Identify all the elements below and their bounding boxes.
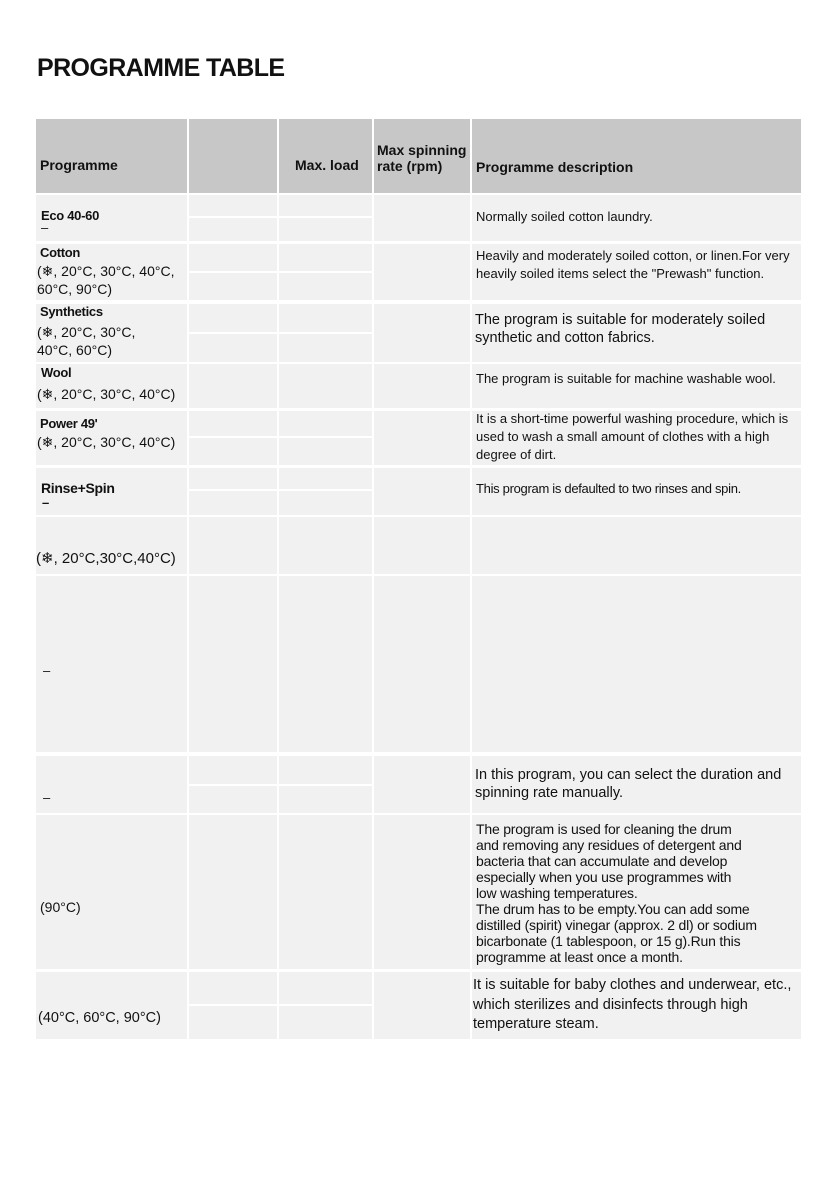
header-max-load bbox=[279, 119, 372, 193]
programme-table bbox=[36, 119, 801, 1039]
row-rinse-dash: – bbox=[42, 495, 50, 510]
row-10-spin bbox=[374, 972, 470, 1039]
row-6-temp: (❄, 20°C,30°C,40°C) bbox=[36, 550, 176, 567]
header-max-spin-label: Max spinning rate (rpm) bbox=[377, 142, 467, 174]
row-rinse-desc: This program is defaulted to two rinses and spin. bbox=[476, 481, 741, 496]
row-9-spin bbox=[374, 815, 470, 969]
row-eco-load-a bbox=[279, 195, 372, 216]
row-cotton-load-b bbox=[279, 273, 372, 300]
row-wool-desc: The program is suitable for machine washable wool. bbox=[476, 371, 776, 386]
row-7-dash: – bbox=[43, 663, 51, 678]
row-wool-name: Wool bbox=[41, 365, 72, 380]
row-7-load bbox=[279, 576, 372, 752]
row-rinse-load-b bbox=[279, 491, 372, 515]
row-10-col2-b bbox=[189, 1006, 277, 1039]
row-cotton-col2-b bbox=[189, 273, 277, 300]
row-cotton-col2-a bbox=[189, 244, 277, 271]
row-8-col2-b bbox=[189, 786, 277, 813]
row-rinse-spin bbox=[374, 468, 470, 515]
row-10-desc: It is suitable for baby clothes and underwear, etc., which sterilizes and disinfects through high temperature steam. bbox=[473, 977, 792, 1032]
row-wool-spin bbox=[374, 364, 470, 408]
row-rinse-col2-a bbox=[189, 468, 277, 489]
row-cotton-temp: (❄, 20°C, 30°C, 40°C, 60°C, 90°C) bbox=[37, 263, 175, 297]
row-8-load-a bbox=[279, 756, 372, 784]
row-cotton-load-a bbox=[279, 244, 372, 271]
row-rinse-name: Rinse+Spin bbox=[41, 480, 115, 496]
row-9-col2 bbox=[189, 815, 277, 969]
row-wool-temp: (❄, 20°C, 30°C, 40°C) bbox=[37, 386, 176, 402]
row-8-dash: – bbox=[43, 790, 51, 805]
row-synthetics-col2-b bbox=[189, 334, 277, 362]
row-eco-name: Eco 40-60 bbox=[41, 208, 100, 223]
row-8-col2-a bbox=[189, 756, 277, 784]
row-power-temp: (❄, 20°C, 30°C, 40°C) bbox=[37, 434, 176, 450]
row-synthetics-col2-a bbox=[189, 304, 277, 332]
row-synthetics-name: Synthetics bbox=[40, 304, 103, 319]
row-cotton-spin bbox=[374, 244, 470, 300]
header-description-label: Programme description bbox=[476, 159, 634, 175]
row-9-load bbox=[279, 815, 372, 969]
row-10-load-a bbox=[279, 972, 372, 1004]
row-power-name: Power 49' bbox=[40, 416, 98, 431]
row-10-load-b bbox=[279, 1006, 372, 1039]
row-rinse-col2-b bbox=[189, 491, 277, 515]
row-9-desc: The program is used for cleaning the drum and removing any residues of detergent and bacteria that can accumulate and develop especially when you use programmes with low washing temperatures. The drum has to be empty.You can add some distilled (spirit) vinegar (approx. 2 dl) or sodium bicarbonate (1 tablespoon, or 15 g).Run this programme at least once a month. bbox=[476, 821, 757, 965]
header-col2 bbox=[189, 119, 277, 193]
row-wool-load bbox=[279, 364, 372, 408]
row-10-programme-cell bbox=[36, 972, 187, 1039]
row-8-spin bbox=[374, 756, 470, 813]
header-description bbox=[472, 119, 801, 193]
row-eco-dash: – bbox=[41, 220, 49, 235]
row-eco-col2-a bbox=[189, 195, 277, 216]
row-7-spin bbox=[374, 576, 470, 752]
row-eco-load-b bbox=[279, 218, 372, 241]
row-8-programme-cell bbox=[36, 756, 187, 813]
row-7-desc-cell bbox=[472, 576, 801, 752]
row-6-col2 bbox=[189, 517, 277, 574]
row-synthetics-spin bbox=[374, 304, 470, 362]
header-max-load-label: Max. load bbox=[295, 157, 359, 173]
row-power-desc: It is a short-time powerful washing procedure, which is used to wash a small amount of clothes with a high degree of dirt. bbox=[476, 411, 789, 462]
row-power-col2-b bbox=[189, 438, 277, 465]
row-6-load bbox=[279, 517, 372, 574]
row-10-temp: (40°C, 60°C, 90°C) bbox=[38, 1010, 161, 1026]
row-7-programme-cell bbox=[36, 576, 187, 752]
row-rinse-load-a bbox=[279, 468, 372, 489]
row-cotton-name: Cotton bbox=[40, 245, 81, 260]
row-6-desc-cell bbox=[472, 517, 801, 574]
row-7-col2 bbox=[189, 576, 277, 752]
page-title: PROGRAMME TABLE bbox=[37, 54, 285, 82]
row-6-spin bbox=[374, 517, 470, 574]
row-power-load-a bbox=[279, 411, 372, 436]
row-eco-desc: Normally soiled cotton laundry. bbox=[476, 209, 653, 224]
row-synthetics-temp: (❄, 20°C, 30°C, 40°C, 60°C) bbox=[37, 324, 136, 358]
header-programme bbox=[36, 119, 187, 193]
row-cotton-desc: Heavily and moderately soiled cotton, or linen.For very heavily soiled items select the "Prewash" function. bbox=[476, 248, 790, 281]
header-max-spin bbox=[374, 119, 470, 193]
row-8-desc: In this program, you can select the duration and spinning rate manually. bbox=[475, 767, 782, 801]
row-synthetics-load-a bbox=[279, 304, 372, 332]
row-eco-spin bbox=[374, 195, 470, 241]
row-eco-col2-b bbox=[189, 218, 277, 241]
row-9-temp: (90°C) bbox=[40, 899, 81, 915]
row-synthetics-load-b bbox=[279, 334, 372, 362]
row-power-col2-a bbox=[189, 411, 277, 436]
row-8-load-b bbox=[279, 786, 372, 813]
row-power-spin bbox=[374, 411, 470, 465]
row-wool-col2 bbox=[189, 364, 277, 408]
row-synthetics-desc: The program is suitable for moderately soiled synthetic and cotton fabrics. bbox=[475, 312, 766, 346]
row-10-col2-a bbox=[189, 972, 277, 1004]
row-9-programme-cell bbox=[36, 815, 187, 969]
header-programme-label: Programme bbox=[40, 157, 118, 173]
row-power-load-b bbox=[279, 438, 372, 465]
